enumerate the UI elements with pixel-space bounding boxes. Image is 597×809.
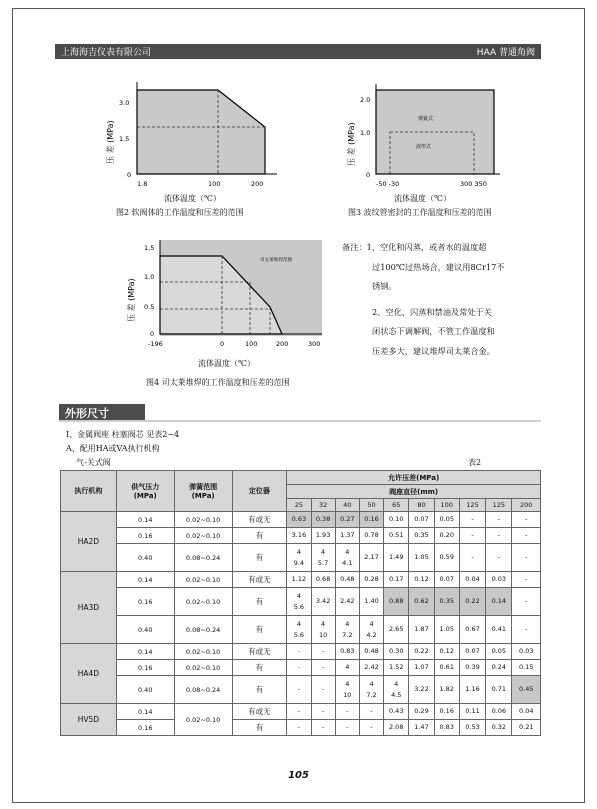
pressure-value-cell: 0.29: [409, 704, 434, 720]
pressure-value-cell: 1.16: [459, 676, 485, 704]
pressure-value-cell: 0.35: [434, 588, 459, 616]
pressure-value-cell: 2.65: [384, 616, 409, 644]
table-row: [61, 704, 541, 720]
fig4-ytick: 0: [150, 330, 155, 338]
fig4-chart: [120, 236, 330, 348]
fig3-xtick: 300 350: [460, 180, 487, 188]
spec-line-3: 气-关式阀: [76, 458, 111, 467]
spring-cell: 0.02~0.10: [174, 644, 232, 660]
pressure-value-cell: 0.28: [359, 572, 383, 588]
pressure-value-cell: 1.82: [434, 676, 459, 704]
pressure-value-cell: 4 5.6: [287, 616, 311, 644]
pressure-value-cell: 0.88: [384, 588, 409, 616]
pressure-value-cell: 0.03: [512, 644, 541, 660]
diameter-header: 32: [311, 499, 335, 512]
pressure-value-cell: 1.05: [434, 616, 459, 644]
spring-cell: 0.02~0.10: [174, 528, 232, 544]
pressure-value-cell: 0.35: [409, 528, 434, 544]
table-row: [61, 588, 541, 616]
note-line: 2、空化、闪蒸和禁油及常处于关: [372, 306, 492, 317]
table-row: [61, 572, 541, 588]
page-header: [55, 44, 541, 59]
pressure-value-cell: -: [287, 676, 311, 704]
table-number: 表2: [468, 458, 482, 467]
pressure-value-cell: 4: [335, 660, 359, 676]
pressure-value-cell: 0.04: [512, 704, 541, 720]
pressure-value-cell: 0.07: [434, 572, 459, 588]
fig3-caption: 图3 波纹管密封的工作温度和压差的范围: [348, 208, 492, 217]
spring-cell: 0.08~0.24: [174, 676, 232, 704]
fig2-ytick: 1.5: [119, 135, 130, 143]
fig4-xtick: 200: [276, 340, 289, 348]
fig2-ytick: 0: [127, 171, 132, 179]
table-row: [61, 528, 541, 544]
positioner-cell: 有或无: [232, 572, 287, 588]
pressure-cell: 0.16: [116, 720, 174, 736]
diameter-header: 40: [335, 499, 359, 512]
pressure-value-cell: 0.22: [409, 644, 434, 660]
pressure-value-cell: -: [512, 512, 541, 528]
positioner-cell: 有或无: [232, 704, 287, 720]
pressure-value-cell: 0.45: [512, 676, 541, 704]
pressure-value-cell: -: [311, 644, 335, 660]
col-header-pressure: 供气压力 (MPa): [116, 471, 174, 512]
pressure-value-cell: 4 4.2: [359, 616, 383, 644]
positioner-cell: 有: [232, 676, 287, 704]
pressure-value-cell: 0.48: [335, 572, 359, 588]
pressure-value-cell: 2.42: [359, 660, 383, 676]
pressure-value-cell: 0.06: [486, 704, 512, 720]
fig3-label-spring: 弹簧式: [418, 116, 434, 122]
spring-cell: 0.08~0.24: [174, 544, 232, 572]
pressure-value-cell: 0.12: [434, 644, 459, 660]
diameter-header: 25: [287, 499, 311, 512]
pressure-value-cell: 1.05: [409, 544, 434, 572]
col-header-spring: 弹簧范围 (MPa): [174, 471, 232, 512]
pressure-value-cell: 0.07: [409, 512, 434, 528]
fig4-label: 司太莱堆焊范围: [260, 258, 293, 263]
note-line: 过100℃过热场合，建议用8Cr17不: [372, 261, 505, 272]
positioner-cell: 有: [232, 660, 287, 676]
pressure-value-cell: 1.37: [335, 528, 359, 544]
pressure-cell: 0.40: [116, 616, 174, 644]
positioner-cell: 有或无: [232, 644, 287, 660]
spring-cell: 0.02~0.10: [174, 512, 232, 528]
fig4-xtick: 300: [308, 340, 321, 348]
header-product: HAA 普通角阀: [476, 48, 535, 58]
fig4-ytick: 1.5: [144, 244, 155, 252]
pressure-value-cell: -: [512, 616, 541, 644]
fig4-xtick: 100: [245, 340, 258, 348]
col-header-actuator: 执行机构: [61, 471, 117, 512]
pressure-value-cell: 2.42: [335, 588, 359, 616]
col-header-seat: 阀座直径(mm): [287, 485, 541, 499]
pressure-value-cell: 0.59: [434, 544, 459, 572]
allowable-pressure-table: [60, 470, 541, 736]
note-line: 闭状态下调解阀，不管工作温度和: [372, 326, 495, 336]
pressure-value-cell: 1.47: [409, 720, 434, 736]
pressure-value-cell: 1.93: [311, 528, 335, 544]
positioner-cell: 有: [232, 588, 287, 616]
pressure-value-cell: 0.30: [384, 644, 409, 660]
diameter-header: 125: [459, 499, 485, 512]
diameter-header: 80: [409, 499, 434, 512]
diameter-header: 50: [359, 499, 383, 512]
pressure-value-cell: 0.15: [512, 660, 541, 676]
pressure-value-cell: 2.08: [384, 720, 409, 736]
pressure-value-cell: 0.78: [359, 528, 383, 544]
pressure-value-cell: 1.40: [359, 588, 383, 616]
col-header-positioner: 定位器: [232, 471, 287, 512]
pressure-value-cell: 0.83: [434, 720, 459, 736]
note-line: 压差多大，建议堆焊司太莱合金。: [372, 345, 495, 356]
fig3-chart: [340, 82, 510, 188]
fig3-xtick: -50 -30: [376, 180, 400, 188]
pressure-value-cell: 0.14: [486, 588, 512, 616]
pressure-value-cell: 0.22: [459, 588, 485, 616]
fig3-label-bellows: 波形式: [416, 144, 432, 150]
fig3-ytick: 0: [366, 171, 371, 179]
table-row: [61, 660, 541, 676]
table-row: [61, 720, 541, 736]
pressure-value-cell: 4 10: [311, 616, 335, 644]
fig3-ylabel: 压 差 (MPa): [347, 122, 356, 166]
pressure-value-cell: -: [512, 572, 541, 588]
spring-cell: 0.02~0.10: [174, 588, 232, 616]
fig3-xlabel: 流体温度（℃）: [394, 194, 451, 203]
actuator-cell: HA3D: [61, 572, 117, 644]
pressure-value-cell: -: [459, 544, 485, 572]
fig3-ytick: 2.0: [360, 96, 371, 104]
pressure-value-cell: 0.68: [311, 572, 335, 588]
pressure-value-cell: 2.17: [359, 544, 383, 572]
pressure-cell: 0.14: [116, 512, 174, 528]
section-rule: [59, 420, 541, 422]
fig4-ytick: 1.0: [144, 273, 155, 281]
fig2-xtick: 200: [251, 180, 264, 188]
pressure-value-cell: -: [512, 588, 541, 616]
pressure-cell: 0.40: [116, 544, 174, 572]
actuator-cell: HA4D: [61, 644, 117, 704]
pressure-value-cell: 0.03: [486, 572, 512, 588]
fig2-region: [137, 90, 265, 174]
header-company: 上海海吉仪表有限公司: [61, 48, 152, 58]
pressure-value-cell: 4 5.6: [287, 588, 311, 616]
pressure-value-cell: 0.32: [486, 720, 512, 736]
table-row: [61, 544, 541, 572]
pressure-value-cell: 0.39: [459, 660, 485, 676]
pressure-value-cell: 4 7.2: [359, 676, 383, 704]
pressure-value-cell: 0.27: [335, 512, 359, 528]
actuator-cell: HV5D: [61, 704, 117, 736]
pressure-value-cell: -: [459, 528, 485, 544]
pressure-value-cell: 0.53: [459, 720, 485, 736]
pressure-value-cell: -: [512, 528, 541, 544]
pressure-cell: 0.14: [116, 644, 174, 660]
pressure-value-cell: 4 9.4: [287, 544, 311, 572]
pressure-value-cell: 0.41: [486, 616, 512, 644]
pressure-value-cell: -: [335, 720, 359, 736]
pressure-value-cell: -: [359, 704, 383, 720]
fig2-ytick: 3.0: [119, 99, 130, 107]
pressure-value-cell: 0.61: [434, 660, 459, 676]
pressure-value-cell: 0.24: [486, 660, 512, 676]
pressure-value-cell: 0.05: [434, 512, 459, 528]
pressure-value-cell: 0.17: [384, 572, 409, 588]
pressure-value-cell: 1.87: [409, 616, 434, 644]
pressure-value-cell: -: [486, 544, 512, 572]
pressure-value-cell: 4 10: [335, 676, 359, 704]
pressure-cell: 0.16: [116, 588, 174, 616]
table-row: [61, 644, 541, 660]
fig4-ylabel: 压 差 (MPa): [127, 278, 136, 322]
pressure-cell: 0.14: [116, 572, 174, 588]
pressure-value-cell: 0.11: [459, 704, 485, 720]
diameter-header: 65: [384, 499, 409, 512]
pressure-value-cell: -: [311, 676, 335, 704]
pressure-value-cell: 0.71: [486, 676, 512, 704]
actuator-cell: HA2D: [61, 512, 117, 572]
col-header-allow: 允许压差(MPa): [287, 471, 541, 485]
fig4-xlabel: 流体温度（℃）: [198, 359, 255, 368]
pressure-value-cell: 1.07: [409, 660, 434, 676]
fig2-caption: 图2 软阀体的工作温度和压差的范围: [116, 208, 244, 217]
pressure-value-cell: 0.63: [287, 512, 311, 528]
pressure-value-cell: 0.62: [409, 588, 434, 616]
pressure-value-cell: 0.51: [384, 528, 409, 544]
pressure-cell: 0.40: [116, 676, 174, 704]
pressure-cell: 0.16: [116, 528, 174, 544]
pressure-value-cell: 0.38: [311, 512, 335, 528]
pressure-value-cell: 1.49: [384, 544, 409, 572]
pressure-value-cell: 0.48: [359, 644, 383, 660]
pressure-value-cell: -: [512, 544, 541, 572]
pressure-cell: 0.16: [116, 660, 174, 676]
pressure-value-cell: 0.43: [384, 704, 409, 720]
positioner-cell: 有或无: [232, 512, 287, 528]
pressure-value-cell: 4 5.7: [311, 544, 335, 572]
positioner-cell: 有: [232, 544, 287, 572]
pressure-value-cell: -: [287, 644, 311, 660]
fig3-ytick: 1.0: [360, 129, 371, 137]
pressure-value-cell: -: [486, 528, 512, 544]
pressure-value-cell: 3.16: [287, 528, 311, 544]
pressure-value-cell: 4 7.2: [335, 616, 359, 644]
section-title: 外形尺寸: [59, 404, 145, 421]
pressure-value-cell: 0.21: [512, 720, 541, 736]
positioner-cell: 有: [232, 528, 287, 544]
positioner-cell: 有: [232, 720, 287, 736]
fig4-xtick: 0: [220, 340, 225, 348]
pressure-value-cell: 0.16: [359, 512, 383, 528]
diameter-header: 200: [512, 499, 541, 512]
diameter-header: 125: [486, 499, 512, 512]
pressure-value-cell: 0.07: [459, 644, 485, 660]
spring-cell: 0.08~0.24: [174, 616, 232, 644]
diameter-header: 100: [434, 499, 459, 512]
pressure-value-cell: 0.67: [459, 616, 485, 644]
note-line: 锈钢。: [372, 281, 397, 291]
fig4-caption: 图4 司太莱堆焊的工作温度和压差的范围: [146, 378, 290, 387]
pressure-value-cell: 4 4.5: [384, 676, 409, 704]
page-number: 105: [288, 770, 309, 781]
pressure-value-cell: -: [486, 512, 512, 528]
spec-line-2: A、配用HA或VA执行机构: [66, 444, 160, 453]
pressure-value-cell: -: [287, 720, 311, 736]
fig2-xlabel: 流体温度（℃）: [164, 194, 221, 203]
pressure-value-cell: -: [459, 512, 485, 528]
pressure-value-cell: -: [311, 704, 335, 720]
fig2-chart: [105, 80, 285, 192]
notes-block: [342, 238, 504, 361]
table-row: [61, 512, 541, 528]
fig4-xtick: -196: [148, 340, 163, 348]
pressure-value-cell: 0.04: [459, 572, 485, 588]
pressure-value-cell: 3.22: [409, 676, 434, 704]
pressure-value-cell: 4 4.1: [335, 544, 359, 572]
pressure-value-cell: 0.20: [434, 528, 459, 544]
pressure-value-cell: -: [311, 720, 335, 736]
pressure-value-cell: 0.16: [434, 704, 459, 720]
pressure-cell: 0.14: [116, 704, 174, 720]
spring-cell: 0.02~0.10: [174, 660, 232, 676]
pressure-value-cell: -: [359, 720, 383, 736]
fig2-xtick: 100: [208, 180, 221, 188]
pressure-value-cell: -: [287, 704, 311, 720]
fig2-xtick: 1.8: [137, 180, 148, 188]
spec-line-1: Ⅰ、金属阀座 柱塞阀芯 见表2~4: [66, 430, 180, 439]
spring-cell: 0.02~0.10: [174, 572, 232, 588]
pressure-value-cell: 0.05: [486, 644, 512, 660]
fig4-ytick: 0.5: [144, 303, 155, 311]
fig2-ylabel: 压 差 (MPa): [106, 120, 115, 164]
pressure-value-cell: 1.12: [287, 572, 311, 588]
pressure-value-cell: 1.52: [384, 660, 409, 676]
table-row: [61, 676, 541, 704]
table-row: [61, 616, 541, 644]
note-line: 备注：1、空化和闪蒸，或者水的温度超: [342, 242, 487, 252]
pressure-value-cell: -: [335, 704, 359, 720]
pressure-value-cell: -: [287, 660, 311, 676]
pressure-value-cell: 3.42: [311, 588, 335, 616]
pressure-value-cell: 0.12: [409, 572, 434, 588]
pressure-value-cell: 0.10: [384, 512, 409, 528]
spring-cell: 0.02~0.10: [174, 704, 232, 736]
positioner-cell: 有: [232, 616, 287, 644]
pressure-value-cell: 0.83: [335, 644, 359, 660]
pressure-value-cell: -: [311, 660, 335, 676]
